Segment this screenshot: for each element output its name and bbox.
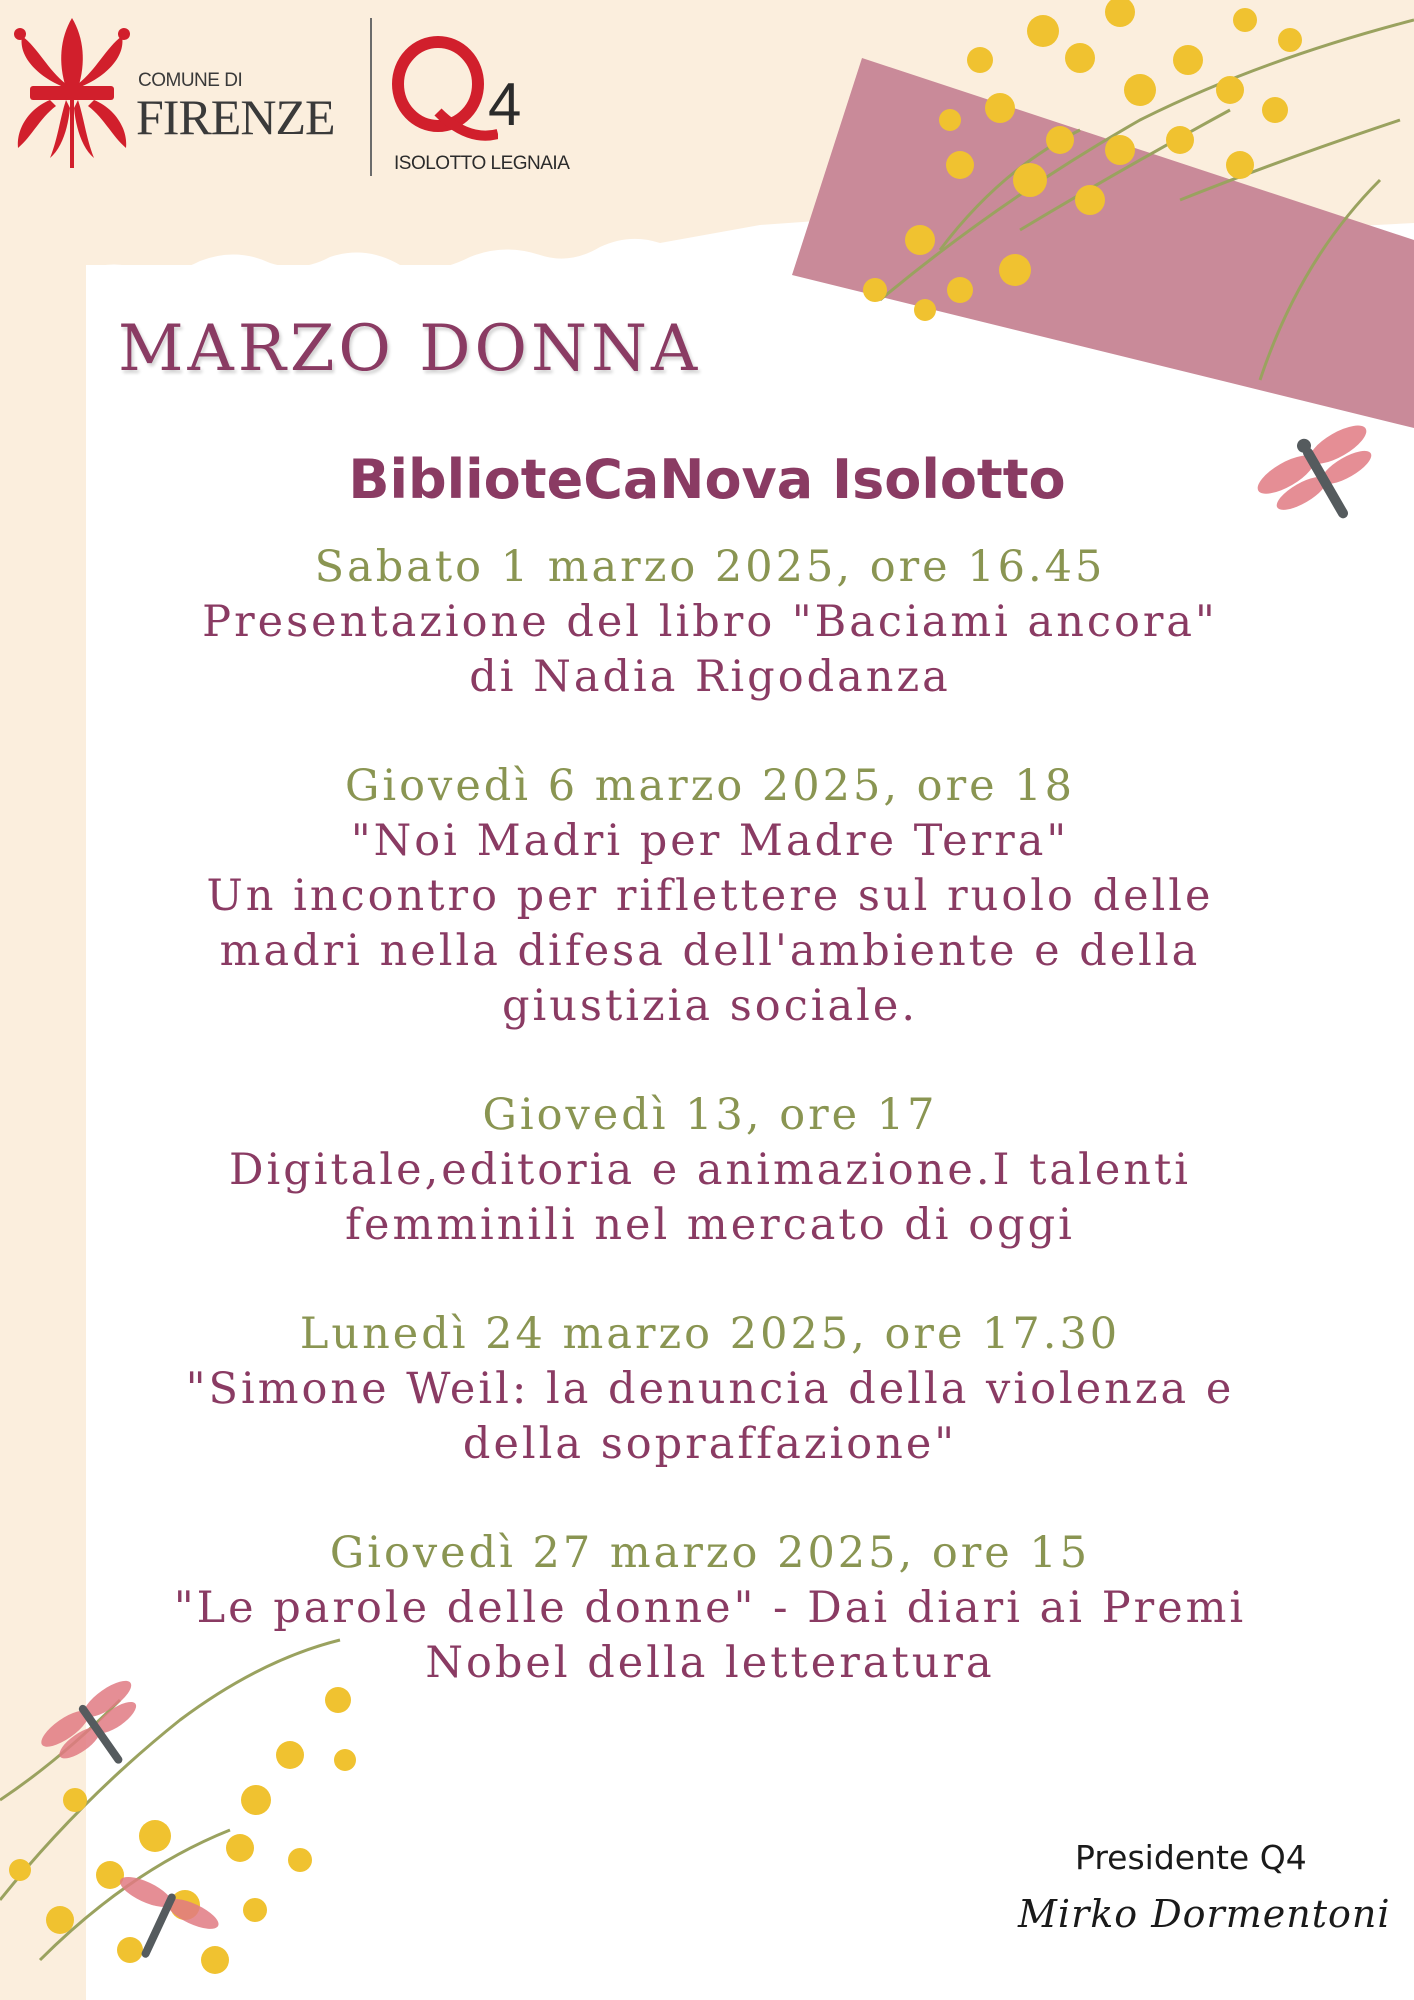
event-date: Lunedì 24 marzo 2025, ore 17.30: [299, 1309, 1121, 1359]
event-description: Nobel della letteratura: [425, 1638, 995, 1688]
firenze-label: FIRENZE: [136, 89, 335, 145]
page-title: MARZO DONNA: [118, 312, 702, 386]
event-description: Presentazione del libro "Baciami ancora": [202, 597, 1218, 647]
q4-number: 4: [488, 71, 522, 138]
q4-subtitle: ISOLOTTO LEGNAIA: [394, 153, 570, 174]
event-date: Giovedì 6 marzo 2025, ore 18: [345, 761, 1075, 811]
event-description: Digitale,editoria e animazione.I talenti: [228, 1145, 1191, 1195]
event-item: [120, 759, 1300, 1034]
q4-logo-icon: [388, 34, 498, 144]
logo-divider: [370, 18, 372, 176]
event-description: "Simone Weil: la denuncia della violenza e: [185, 1364, 1235, 1414]
events-list: [120, 540, 1300, 1745]
event-description: femminili nel mercato di oggi: [345, 1200, 1075, 1250]
comune-label: COMUNE DI: [138, 70, 243, 91]
event-item: [120, 1307, 1300, 1472]
event-date: Giovedì 27 marzo 2025, ore 15: [329, 1528, 1091, 1578]
event-item: [120, 540, 1300, 705]
signature-name: Mirko Dormentoni: [1018, 1892, 1391, 1936]
event-description: Un incontro per riflettere sul ruolo delle: [206, 871, 1214, 921]
event-date: Giovedì 13, ore 17: [482, 1090, 938, 1140]
event-item: [120, 1526, 1300, 1691]
event-description: madri nella difesa dell'ambiente e della: [219, 926, 1201, 976]
event-description: di Nadia Rigodanza: [469, 652, 951, 702]
event-description: "Le parole delle donne" - Dai diari ai Premi: [173, 1583, 1247, 1633]
event-item: [120, 1088, 1300, 1253]
event-description: "Noi Madri per Madre Terra": [350, 816, 1070, 866]
event-description: della sopraffazione": [462, 1419, 958, 1469]
library-name: BiblioteCaNova Isolotto: [348, 448, 1066, 511]
event-description: giustizia sociale.: [501, 981, 919, 1031]
event-date: Sabato 1 marzo 2025, ore 16.45: [314, 542, 1106, 592]
florence-lily-icon: [10, 18, 135, 178]
signature-title: Presidente Q4: [1075, 1838, 1307, 1877]
